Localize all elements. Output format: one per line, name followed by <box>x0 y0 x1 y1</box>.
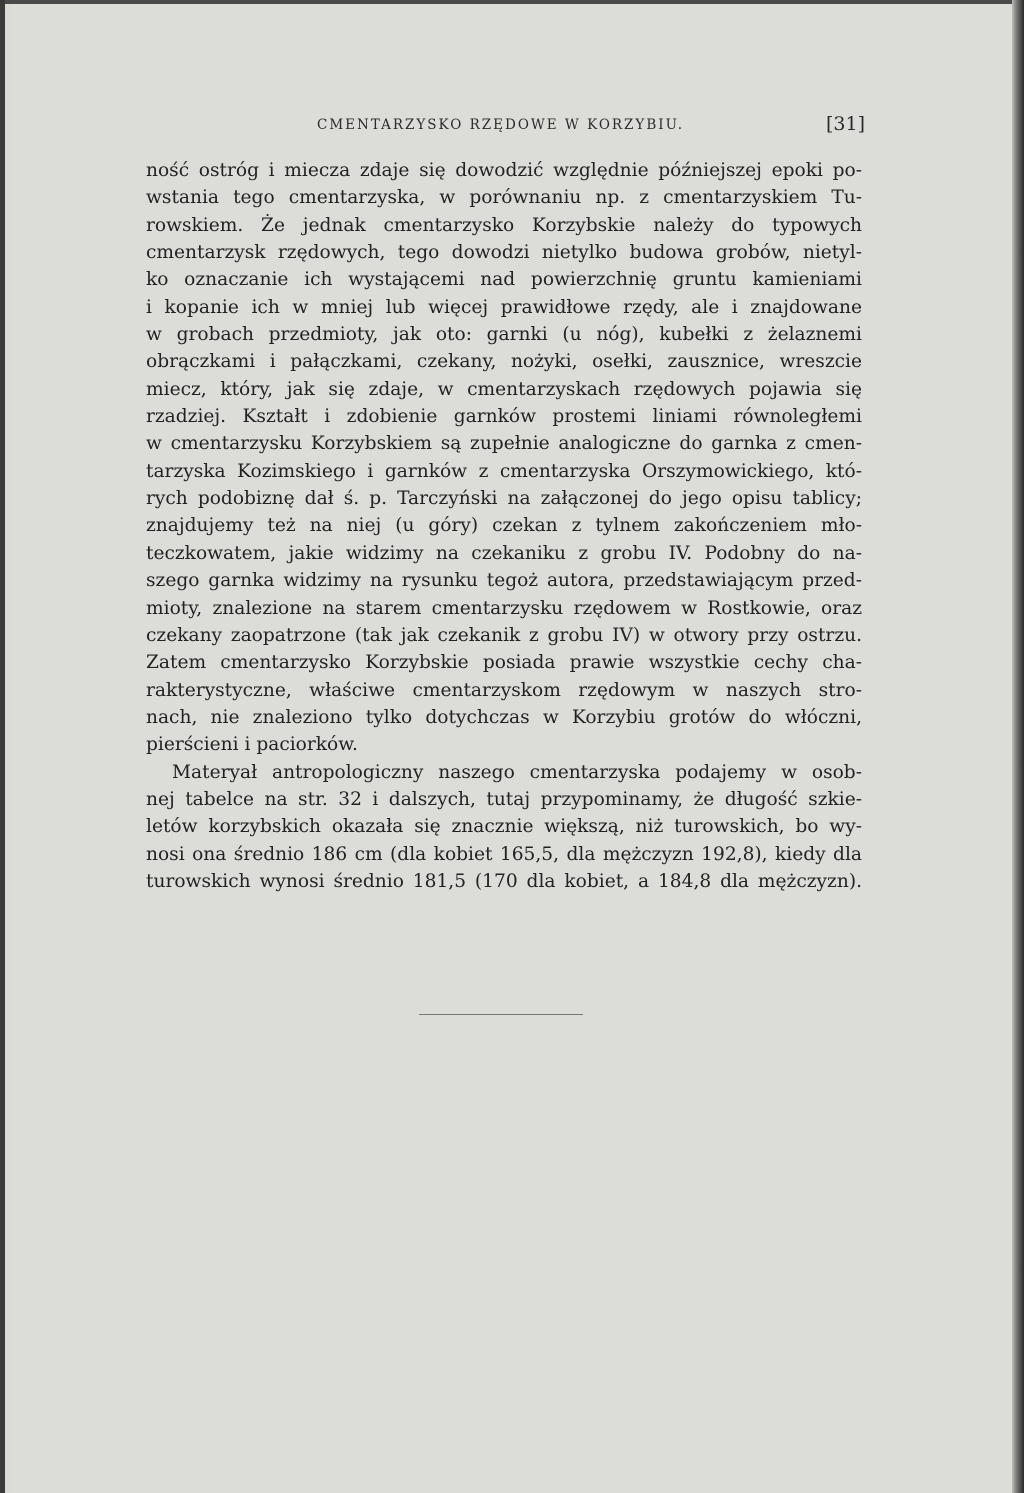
paragraph-1-line: rowskiem. Że jednak cmentarzysko Korzybskie należy do typowych <box>146 214 862 236</box>
paragraph-1-line: i kopanie ich w mniej lub więcej prawidłowe rzędy, ale i znajdowane <box>146 296 862 318</box>
paragraph-1-line: ko oznaczanie ich wystającemi nad powierzchnię gruntu kamieniami <box>146 269 862 291</box>
paragraph-1-line: ność ostróg i miecza zdaje się dowodzić względnie późniejszej epoki po- <box>146 160 862 181</box>
paragraph-1-line: teczkowatem, jakie widzimy na czekaniku z grobu IV. Podobny do na- <box>146 542 862 564</box>
paragraph-1-line: miecz, który, jak się zdaje, w cmentarzyskach rzędowych pojawia się <box>146 378 862 400</box>
paragraph-1-line: rakterystyczne, właściwe cmentarzyskom rzędowym w naszych stro- <box>146 679 862 701</box>
paragraph-2-line: nosi ona średnio 186 cm (dla kobiet 165,5, dla mężczyzn 192,8), kiedy dla <box>146 843 862 865</box>
paragraph-1-line: rych podobiznę dał ś. p. Tarczyński na załączonej do jego opisu tablicy; <box>146 488 862 510</box>
running-head: CMENTARZYSKO RZĘDOWE W KORZYBIU. <box>317 117 685 133</box>
scan-border-left <box>0 0 5 1493</box>
paragraph-1-line: nach, nie znaleziono tylko dotychczas w Korzybiu grotów do włóczni, <box>146 706 862 728</box>
end-rule <box>419 1014 583 1015</box>
paragraph-2-line: nej tabelce na str. 32 i dalszych, tutaj przypominamy, że długość szkie- <box>146 788 862 810</box>
body-text <box>146 157 862 895</box>
paragraph-1-line: obrączkami i pałączkami, czekany, nożyki, osełki, zausznice, wreszcie <box>146 351 862 373</box>
paragraph-1-line: w grobach przedmioty, jak oto: garnki (u nóg), kubełki z żelaznemi <box>146 324 862 346</box>
page-number: [31] <box>826 113 866 135</box>
paragraph-1-line: tarzyska Kozimskiego i garnków z cmentarzyska Orszymowickiego, któ- <box>146 460 862 482</box>
paragraph-1-line: pierścieni i paciorków. <box>146 734 358 756</box>
paragraph-1-line: Zatem cmentarzysko Korzybskie posiada prawie wszystkie cechy cha- <box>146 652 862 674</box>
paragraph-1-line: znajdujemy też na niej (u góry) czekan z tylnem zakończeniem mło- <box>146 515 862 537</box>
paragraph-1-line: czekany zaopatrzone (tak jak czekanik z grobu IV) w otwory przy ostrzu. <box>146 624 862 646</box>
paragraph-1-line: mioty, znalezione na starem cmentarzysku rzędowem w Rostkowie, oraz <box>146 597 862 619</box>
scan-border-right <box>1012 0 1024 1493</box>
paragraph-1-line: cmentarzysk rzędowych, tego dowodzi nietylko budowa grobów, nietyl- <box>146 242 862 264</box>
paragraph-2-line: letów korzybskich okazała się znacznie większą, niż turowskich, bo wy- <box>146 816 862 838</box>
paragraph-1-line: rzadziej. Kształt i zdobienie garnków prostemi liniami równoległemi <box>146 406 862 428</box>
paragraph-1-line: w cmentarzysku Korzybskiem są zupełnie analogiczne do garnka z cmen- <box>146 433 862 455</box>
paragraph-1-line: szego garnka widzimy na rysunku tegoż autora, przedstawiającym przed- <box>146 570 862 592</box>
paragraph-2-line: turowskich wynosi średnio 181,5 (170 dla kobiet, a 184,8 dla mężczyzn). <box>146 870 862 892</box>
paragraph-1-line: wstania tego cmentarzyska, w porównaniu np. z cmentarzyskiem Tu- <box>146 187 862 209</box>
paragraph-2-line: Materyał antropologiczny naszego cmentarzyska podajemy w osob- <box>172 761 862 783</box>
